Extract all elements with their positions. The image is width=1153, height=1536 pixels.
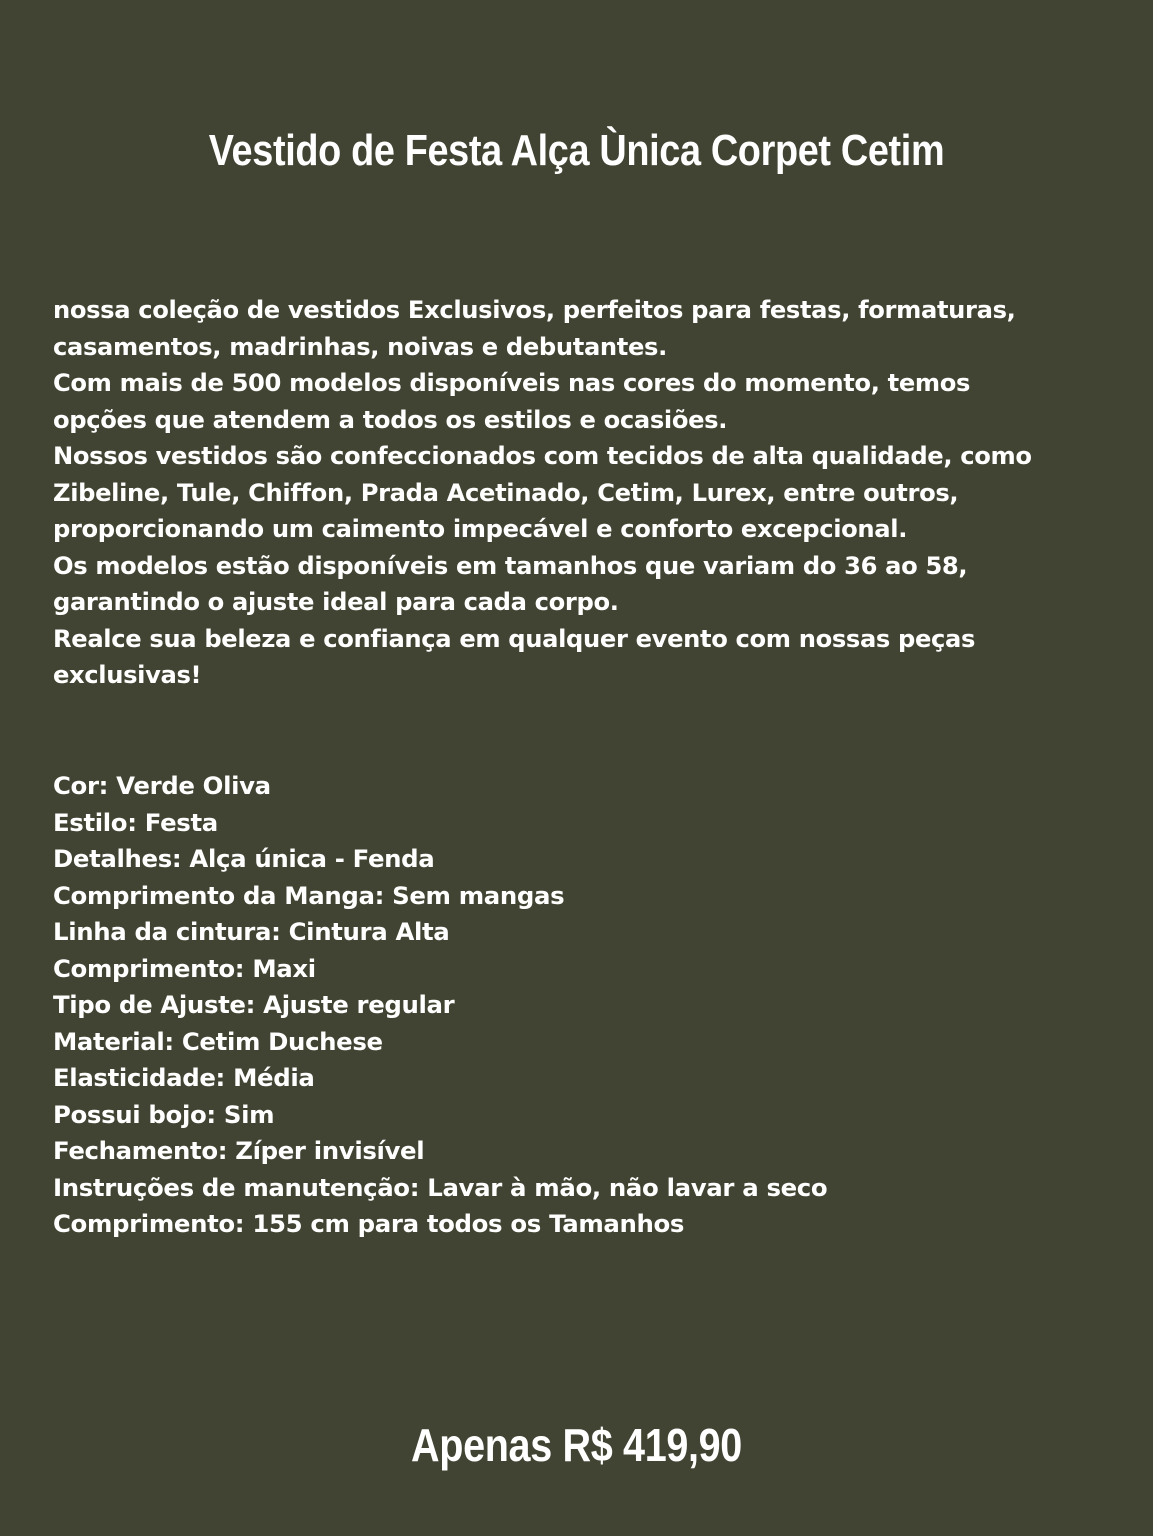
description-paragraph-models: Com mais de 500 modelos disponíveis nas cores do momento, temos opções que atendem a todos os estilos e ocasiões. [53,369,971,434]
product-title: Vestido de Festa Alça Ùnica Corpet Cetim [208,126,945,176]
description-paragraph-call-to-action: Realce sua beleza e confiança em qualquer evento com nossas peças exclusivas! [53,624,976,689]
description-paragraph-collection: nossa coleção de vestidos Exclusivos, perfeitos para festas, formaturas, casamentos, madrinhas, noivas e debutantes. [53,296,1016,361]
description-paragraph-sizes: Os modelos estão disponíveis em tamanhos que variam do 36 ao 58, garantindo o ajuste ideal para cada corpo. [53,551,968,616]
spec-color: Cor: Verde Oliva [53,771,271,800]
spec-elasticity: Elasticidade: Média [53,1063,315,1092]
description-paragraph-fabrics: Nossos vestidos são confeccionados com tecidos de alta qualidade, como Zibeline, Tule, Chiffon, Prada Acetinado, Cetim, Lurex, entre outros, proporcionando um caimento impecável e conforto excepcional. [53,442,1032,543]
product-price: Apenas R$ 419,90 [411,1419,742,1471]
spec-details: Detalhes: Alça única - Fenda [53,844,435,873]
spec-sleeve-length: Comprimento da Manga: Sem mangas [53,880,565,910]
spec-waistline: Linha da cintura: Cintura Alta [53,917,450,946]
spec-padding: Possui bojo: Sim [53,1099,275,1129]
spec-style: Estilo: Festa [53,807,218,837]
spec-care-instructions: Instruções de manutenção: Lavar à mão, não lavar a seco [53,1172,828,1202]
spec-fit-type: Tipo de Ajuste: Ajuste regular [53,990,455,1019]
spec-length: Comprimento: Maxi [53,953,316,983]
spec-material: Material: Cetim Duchese [53,1026,383,1056]
spec-total-length: Comprimento: 155 cm para todos os Tamanhos [53,1209,685,1238]
product-description [53,292,1063,694]
spec-closure: Fechamento: Zíper invisível [53,1136,425,1165]
product-specifications [53,768,1073,1243]
